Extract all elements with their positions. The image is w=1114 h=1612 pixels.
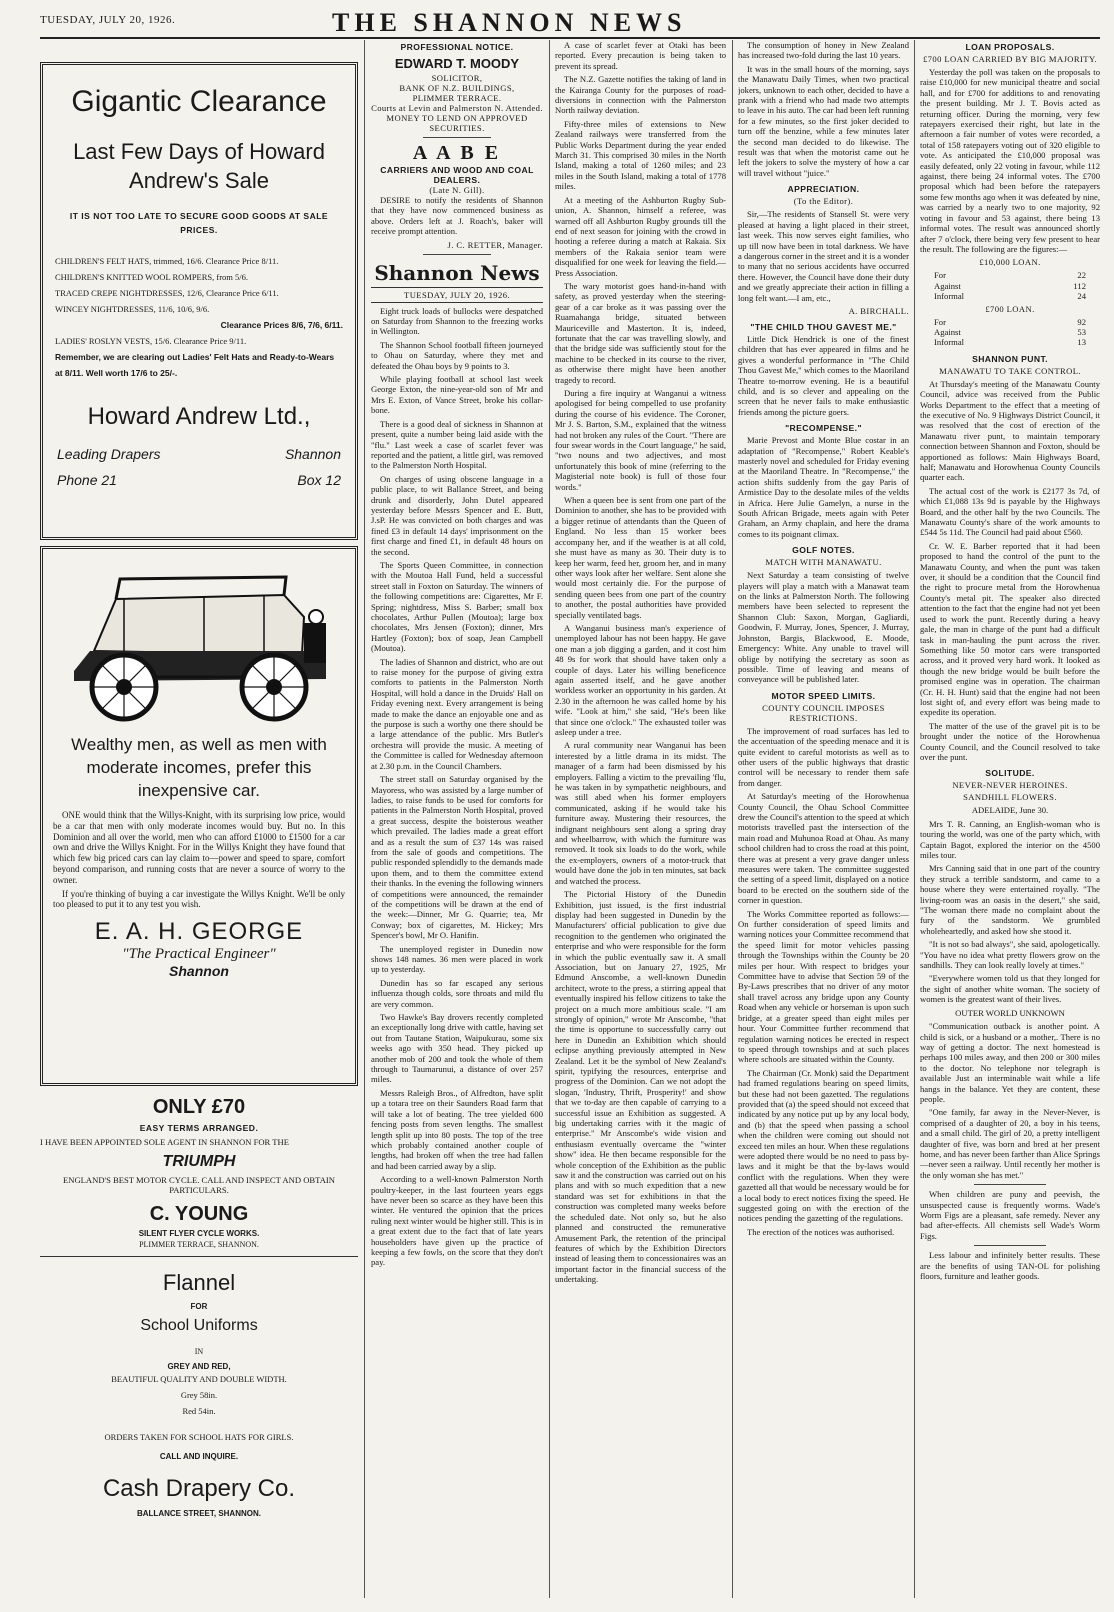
news-item: Eight truck loads of bullocks were despatched on Saturday from Shannon to the freezing works in Wellington.: [371, 305, 543, 337]
triumph-brand: TRIUMPH: [162, 1153, 236, 1170]
clearance-item: Clearance Prices 8/6, 7/6, 6/11.: [220, 320, 343, 330]
clearance-item: CHILDREN'S FELT HATS, trimmed, 16/6. Clearance Price 8/11.: [55, 256, 279, 266]
clearance-item: TRACED CREPE NIGHTDRESSES, 12/6, Clearance Price 6/11.: [55, 288, 279, 298]
vote-label: Informal: [934, 337, 965, 348]
recompense-heading: "RECOMPENSE.": [785, 423, 862, 434]
vote-label: Against: [934, 280, 961, 291]
appreciation-heading: APPRECIATION.: [787, 184, 860, 195]
punt-text: The matter of the use of the gravel pit is to be brought under the notice of the Horowhenua County Council, and the Council resolved to take over the punt.: [920, 720, 1100, 762]
aabe-name: A A B E: [412, 142, 502, 164]
flannel-sub: School Uniforms: [140, 1317, 258, 1334]
moody-name: EDWARD T. MOODY: [394, 56, 520, 71]
news-item: The Shannon School football fifteen journeyed to Ohau on Saturday, where they met and defeated the Ohau boys by 9 points to 3.: [371, 339, 543, 371]
news-item: The ladies of Shannon and district, who are out to raise money for the purpose of giving extra comforts to patients in the Palmerston North Hospital, will hold a dance in the Druids' Hall on Friday evening next. Every arrangement is being made to make the dance an enjoyable one and as the purpose is such a worthy one there should be a large attendance of the public. Mrs Butler's orchestra will provide the music. A meeting of the Committee is called for Wednesday afternoon at 2.30 p.m. in the Council Chambers.: [371, 656, 543, 771]
separator: [974, 1184, 1046, 1185]
aabe-line: CARRIERS AND WOOD AND COAL DEALERS.: [380, 165, 534, 185]
child-text: Little Dick Hendrick is one of the finest children that has ever appeared in films and he gives a wonderful performance in "The Child Thou Gavest Me," which comes to the Maoriland Theatre to-morrow evening. He is a beautiful child, and is so clever and appealing on the screen that he never fails to make enthusiastic friends among the picture goers.: [738, 333, 909, 417]
newspaper-title: THE SHANNON NEWS: [332, 8, 687, 37]
touring-car-illustration: [54, 559, 344, 727]
clearance-ad: [40, 62, 358, 540]
vote-count: 92: [1077, 316, 1086, 327]
news-item: The Sports Queen Committee, in connection with the Moutoa Hall Fund, held a successful street stall in Foxton on Saturday. The winners of the following competitions are: Cigarettes, Mr F. Spring; nightdress, Miss S. Barber; small box chocolates, Arthur Pullen (Moutoa); large box chocolates, Mrs Jensen (Foxton); dinner, Mrs Hartley (Foxton); box of soap, Jean Campbell (Moutoa).: [371, 559, 543, 654]
column-5: [920, 40, 1100, 1598]
clearance-item: Remember, we are clearing out Ladies' Felt Hats and Ready-to-Wears at 8/11. Well worth 17/6 to 25/-.: [55, 352, 335, 378]
professional-notice-heading: PROFESSIONAL NOTICE.: [400, 42, 514, 52]
triumph-works: SILENT FLYER CYCLE WORKS.: [138, 1229, 260, 1238]
solitude-sub: NEVER-NEVER HEROINES.: [952, 780, 1068, 791]
vote-row: [920, 270, 1100, 280]
news-item: Dunedin has so far escaped any serious influenza though colds, sore throats and mild flu are very common.: [371, 977, 543, 1009]
flannel-ad: [40, 1270, 358, 1590]
section-divider: [40, 1256, 358, 1257]
loan-2-heading: £700 LOAN.: [985, 303, 1035, 314]
solitude-text: "One family, far away in the Never-Never, is comprised of a daughter of 20, a boy in his teens, and a small child. The girl of 20, a pretty intelligent daughter of five, was born and bred at her present home, and has never been farther than Alice Springs —never seen a railway. Until recently her mother is the only woman she has met.": [920, 1107, 1100, 1180]
flannel-orders: ORDERS TAKEN FOR SCHOOL HATS FOR GIRLS.: [104, 1432, 294, 1442]
moody-line: MONEY TO LEND ON APPROVED SECURITIES.: [386, 113, 528, 133]
triumph-line2: ENGLAND'S BEST MOTOR CYCLE. CALL AND INSPECT AND OBTAIN PARTICULARS.: [63, 1175, 335, 1195]
vote-label: Informal: [934, 291, 965, 302]
column-rule: [732, 40, 733, 1598]
news-item: Fifty-three miles of extensions to New Zealand railways were transferred from the Public Works Department during the year ended March 31. This comprised 30 miles in the North Island, making a total of 1260 miles; and 23 miles in the South Island, making a total of 1778 miles.: [555, 118, 726, 192]
loan-text: Yesterday the poll was taken on the proposals to raise £10,000 for new municipal theatre and social hall, and for £700 for additions to and renovating the present building. Mr J. T. Bovis acted as returning officer. During the morning, very few ratepayers exercised their right, but late in the afternoon a fair number of votes were recorded, a total of 158 ratepayers voting out of 320 eligible to vote. As anticipated the £10,000 proposal was easily defeated, only 22 voting in favour, while 112 against, there being 24 informal votes. The £700 proposal which had been before the ratepayers some few months ago when it was defeated by nine, was carried by a nearly two to one majority, 92 voting in favour and 53 against, there being 13 informal votes. The result was announced shortly after 7 o'clock, there being very few present to hear the result. The following are the figures:—: [920, 67, 1100, 254]
flannel-for: FOR: [190, 1302, 208, 1311]
column-rule: [914, 40, 915, 1598]
golf-text: Next Saturday a team consisting of twelve players will play a match with a Manawat team on the links at Palmerston North. The following members have been selected to represent the Shannon Club: Saxon, Morgan, Gagliardi, Goodwin, F. Murray, Jones, Spencer, J. Murray, Johnston, Bargis, Blackwood, E. Moode, Emergency: White. Any unable to travel will oblige by notifying the secretary as soon as possible. Time of leaving and means of conveyance will be published later.: [738, 570, 909, 685]
clearance-items: [55, 253, 343, 381]
banner-date: TUESDAY, JULY 20, 1926.: [371, 287, 543, 303]
triumph-ad: [40, 1096, 358, 1249]
motor-text: The erection of the notices was authorised.: [747, 1226, 895, 1237]
motor-heading: MOTOR SPEED LIMITS.: [771, 690, 876, 701]
flannel-quality: BEAUTIFUL QUALITY AND DOUBLE WIDTH.: [111, 1374, 287, 1384]
separator: [974, 1245, 1046, 1246]
news-item: A case of scarlet fever at Otaki has been reported. Every precaution is being taken to prevent its spread.: [555, 40, 726, 71]
news-item: There is a good deal of sickness in Shannon at present, quite a number being laid aside with the "flu." Last week a case of scarlet fever was reported and the patient, a little girl, was removed to the Palmerston North Hospital.: [371, 418, 543, 471]
clearance-notice: IT IS NOT TOO LATE TO SECURE GOOD GOODS AT SALE PRICES.: [69, 211, 329, 235]
solitude-dateline: ADELAIDE, June 30.: [971, 805, 1049, 816]
aabe-body: DESIRE to notify the residents of Shannon that they have now commenced business as above. Orders left at J. Roach's, baker will receive prompt attention.: [371, 195, 543, 237]
vote-label: Against: [934, 326, 961, 337]
flannel-in: IN: [194, 1347, 204, 1356]
motor-text: The Chairman (Cr. Monk) said the Department had framed regulations bearing on speed limits, but these had not been gazetted. The regulations provided that (a) the speed should not exceed that indicated by any notice put up by any local body, and (b) that the speed when passing a school when the children were coming out should not exceed ten miles an hour. When these regulations were adopted there would be no need to pass by-laws and it might be that the by-laws would conflict with the regulations. When they were gazetted all that would be necessary would be for a local body to erect notices fixing the speed. He suggested going on with the erection of the notices pending the gazetting of the regulations.: [738, 1067, 909, 1224]
car-headline: Wealthy men, as well as men with moderate incomes, prefer this inexpensive car.: [71, 735, 327, 800]
vote-count: 24: [1077, 291, 1086, 302]
punt-text: At Thursday's meeting of the Manawatu County Council, advice was received from the Public Works Department to the effect that a meeting of the executive of No. 9 Highways District Council, it was resolved that the cost of erection of the Manawatu river punt, to maintain temporary connection between Shannon and Foxton, should be apportioned as follows: Main Highways Board, half; Manawatu and Horowhenua County Councils quarter each.: [920, 378, 1100, 483]
triumph-terms: EASY TERMS ARRANGED.: [139, 1123, 259, 1133]
shannon-news-banner: Shannon News: [374, 260, 540, 285]
punt-text: The actual cost of the work is £2177 3s 7d, of which £1,088 13s 9d is payable by the Highways Board, and the other half by the two Councils. The Manawatu County's share of the work amounts to £544 5s 11d. The Council had paid about £560.: [920, 485, 1100, 538]
car-firm: E. A. H. GEORGE: [94, 918, 304, 946]
news-item: Two Hawke's Bay drovers recently completed an exceptionally long drive with cattle, having set out from Tautane Station, Waipukurau, some six weeks ago with 350 head. They picked up another mob of 200 and took the whole of them through to Taumarunui, a distance of over 257 miles.: [371, 1012, 543, 1085]
vote-count: 13: [1077, 337, 1086, 348]
clearance-right-line: Shannon: [284, 446, 341, 462]
flannel-firm: Cash Drapery Co.: [102, 1475, 296, 1502]
triumph-line: I HAVE BEEN APPOINTED SOLE AGENT IN SHANNON FOR THE: [40, 1137, 289, 1147]
car-ad: [40, 546, 358, 1086]
news-item: At a meeting of the Ashburton Rugby Sub-union, A. Shannon, himself a referee, was warned off all Ashburton Rugby grounds till the end of next season for joining with the crowd in hooting a referee during a match at Rakaia. Six members of the Rakaia senior team were disqualified for one week for leaving the field.—Press Association.: [555, 194, 726, 278]
column-4: [738, 40, 909, 1598]
vote-count: 53: [1077, 326, 1086, 337]
flannel-red: Red 54in.: [182, 1406, 216, 1416]
motor-text: The Works Committee reported as follows:—On further consideration of speed limits and warning notices your Committee recommend that the speed limit for motor vehicles passing through the Townships within the County be 20 miles per hour. With respect to bridges your Committee have to advise that Section 59 of the By-Laws prescribes that no driver of any motor shall travel across any bridge upon any County Road when any vehicle or horseman is upon such bridge, at a greater speed than eight miles per hour. Your Committee further recommend that regulation warning notices be erected in respect to speed through townships and at such places where schools are situated within the County.: [738, 908, 909, 1065]
separator: [423, 137, 492, 138]
punt-heading: SHANNON PUNT.: [972, 353, 1048, 364]
tanol-ad: Less labour and infinitely better results. These are the benefits of using TAN-OL for polishing floors, furniture and leather goods.: [920, 1250, 1100, 1282]
appreciation-sub: (To the Editor).: [793, 196, 854, 207]
child-heading: "THE CHILD THOU GAVEST ME.": [750, 321, 897, 332]
loan-1-heading: £10,000 LOAN.: [979, 257, 1041, 268]
news-item: The N.Z. Gazette notifies the taking of land in the Kairanga County for the purposes of road-diversions in connection with the Palmerston North railway deviation.: [555, 74, 726, 116]
solitude-subhead: OUTER WORLD UNKNOWN: [955, 1007, 1065, 1018]
news-item: It was in the small hours of the morning, says the Manawatu Daily Times, when two practical jokers, unknown to each other, decided to have a prank with a friend who had made two attempts to leave in his auto. The car had been left running for a few minutes, so the first joker decided to turn off the benzine, while a few minutes later the second man decided to do likewise. The result was that when the motorist came out he left the jokers to solve the mystery of how a car will travel without "juice.": [738, 63, 909, 178]
triumph-price: ONLY £70: [152, 1096, 246, 1118]
vote-row: [920, 317, 1100, 327]
column-rule: [364, 40, 365, 1598]
news-item: According to a well-known Palmerston North poultry-keeper, in the last fourteen years eggs have never been so scarce as they have been this winter. He ventured the opinion that the prices ruling next winter would be higher still. This is in a great extent due to the fact that of late years householders have given up the practice of keeping a few fowls, on the score that they don't pay.: [371, 1174, 543, 1268]
punt-text: Cr. W. E. Barber reported that it had been proposed to hand the control of the punt to the Manawatu County, and when the punt was taken over, it should be a condition that the Council find the right to procure metal from the Horowhenua County's metal pit. The speaker also directed attention to the fact that the engine had not yet been used to work the punt. Recently during a heavy gale, the man in charge of the punt had a difficult task in man-hauling the punt across the river. Something like 50 motor cars were transported across, and it proved very hard work. It looked as though the new bridge would be built before the promised engine was in operation. The chairman (Cr. H. H. Hunt) said that the engine had not been lost sight of, and every effort was being made to expedite its operation.: [920, 540, 1100, 718]
news-item: Messrs Raleigh Bros., of Alfredton, have split up a totara tree on their Saunders Road farm that will take a lot of beating. The tree yielded 600 fencing posts from seven lengths. The smallest length split up into 80 posts. The top of the tree which probably contained another couple of lengths, had broken off when the tree had fallen and had been carried away by a slip.: [371, 1087, 543, 1171]
solitude-sub: SANDHILL FLOWERS.: [963, 792, 1057, 803]
vote-label: For: [934, 316, 946, 327]
vote-row: [920, 281, 1100, 291]
clearance-left-line: Phone 21: [57, 472, 117, 488]
solitude-text: "Communication outback is another point. A child is sick, or a husband or a mother,. There is no way of getting a doctor. The next homestead is perhaps 100 miles away, and then 200 or 300 miles to the doctor. No telephone nor telegraph is available Just an interminable wait while a life hangs in the balance. Yet they are content, these people.: [920, 1021, 1100, 1104]
aabe-sign: J. C. RETTER, Manager.: [447, 239, 543, 250]
column-rule: [549, 40, 550, 1598]
clearance-item: WINCEY NIGHTDRESSES, 11/6, 10/6, 9/6.: [55, 304, 210, 314]
masthead: [40, 8, 1100, 36]
vote-count: 22: [1077, 270, 1086, 281]
car-tag: "The Practical Engineer": [122, 946, 276, 963]
clearance-title: Gigantic Clearance: [71, 85, 327, 118]
moody-line: SOLICITOR,: [431, 73, 483, 83]
solitude-text: Mrs T. R. Canning, an English-woman who is touring the world, was one of the party which, with Captain Bagot, explored the interior on the 4500 miles tour.: [920, 818, 1100, 860]
news-item: When a queen bee is sent from one part of the Dominion to another, she has to be provided with a bigger retinue of attendants than the Queen of England. No less than 15 worker bees accompany her, and if the weather is at all cold, she must have as many as 30. Their duty is to keep her warm, feed her, groom her, and in many other ways look after her welfare. Sent alone she would most certainly die. For the purpose of sending queen bees from one part of the country to another, the postal authorities have provided specially ventilated bags.: [555, 495, 726, 620]
clearance-firm: Howard Andrew Ltd.,: [87, 403, 311, 430]
triumph-firm: C. YOUNG: [149, 1203, 249, 1225]
car-town: Shannon: [169, 963, 229, 980]
motor-sub: COUNTY COUNCIL IMPOSES RESTRICTIONS.: [762, 702, 885, 723]
issue-date: TUESDAY, JULY 20, 1926.: [40, 14, 176, 26]
news-item: A rural community near Wanganui has been interested by a little drama in its midst. The manager of a farm had been dismissed by his employers. Falling a victim to the prevailing 'flu, he was taken in by sympathetic neighbours, and was still abed when his former employers communicated, asking if he would take his furniture away. Mustering their resources, the indignant neighbours sent along a spring dray and wheelbarrow, with which the furniture was removed. It took six loads to do the work, while the ex-employers, owners of a motor-truck that would have done the job in ten minutes, sat back and watched the process.: [555, 740, 726, 886]
clearance-subtitle: Last Few Days of Howard Andrew's Sale: [73, 139, 325, 193]
news-item: During a fire inquiry at Wanganui a witness apologised for being compelled to use profanity during the course of his evidence. The Coroner, Mr J. S. Barton, S.M., explained that the witness had not broken any rules of the Court. "There are four swear words in the Court language," he said, "two nouns and two adjectives, and most unfortunately this book of mine (referring to the Magisterial note book) is full of those four words.": [555, 388, 726, 492]
golf-sub: MATCH WITH MANAWATU.: [765, 557, 882, 568]
news-item: The consumption of honey in New Zealand has increased two-fold during the last 10 years.: [738, 40, 909, 61]
car-body: ONE would think that the Willys-Knight, with its surprising low price, would be a car that men with only moderate incomes would buy. But no. In this Dominion and all over the world, men who can afford £1000 to £1500 for a car own and drive the Willys Knight. For in the Willys Knight they have found that which few big priced cars can lay claim to—power and speed to spare, comfort beyond comparison, and running costs that are never a source of worry to the owner.: [53, 810, 345, 885]
clearance-item: LADIES' ROSLYN VESTS, 15/6. Clearance Price 9/11.: [55, 336, 247, 346]
clearance-details: [55, 441, 343, 493]
vote-label: For: [934, 270, 946, 281]
news-item: A Wanganui business man's experience of unemployed labour has not been happy. He gave one man a job digging a garden, and it cost him 48 9s for work that should have taken only a couple of days. Later his willing beneficence again asserted itself, and he gave another workless worker an opportunity in his garden. At 2.30 in the afternoon he was called home by his wife. "Look at him," she said, "He's been like that since one o'clock." The exhausted toiler was asleep under a tree.: [555, 622, 726, 737]
solitude-text: Mrs Canning said that in one part of the country they struck a terrible sandstorm, and came to a house where they were entertained royally. "The living-room was an oasis in the desert," she said, "The woman there made no complaint about the fury of the sandstorm. We grumbled wholeheartedly, and asked how she stood it.: [920, 863, 1100, 936]
clearance-item: CHILDREN'S KNITTED WOOL ROMPERS, from 5/6.: [55, 272, 249, 282]
column-3: [555, 40, 726, 1598]
flannel-grey: Grey 58in.: [180, 1390, 218, 1400]
news-item: The street stall on Saturday organised by the Mayoress, who was assisted by a large number of ladies, to raise funds to be used for comforts for patients in the Palmerston North Hospital, proved a great success, despite the boisterous weather which prevailed. The ladies made a great effort and as a result the sum of £37 14s was raised from the sale of goods and competitions. The public responded splendidly to the demands made upon them, and to them the committee extend their thanks. In the evening the following winners of competitions were announced, the remainder of the competitions will be drawn at the end of the week:—Dinner, Mr G. Quarrie; tea, Mr Conway; box of cigarettes, M. Hickey; Mrs Spencer's bowl, Mr O. Hanifin.: [371, 774, 543, 941]
vote-row: [920, 291, 1100, 301]
moody-line: PLIMMER TERRACE.: [412, 93, 502, 103]
flannel-call: CALL AND INQUIRE.: [159, 1452, 239, 1461]
punt-sub: MANAWATU TO TAKE CONTROL.: [939, 365, 1081, 376]
solitude-heading: SOLITUDE.: [985, 768, 1035, 779]
flannel-title: Flannel: [162, 1270, 236, 1295]
car-body: If you're thinking of buying a car investigate the Willys Knight. We'll be only too pleased to put it to any test you wish.: [53, 888, 345, 910]
column-2: [371, 40, 543, 1598]
masthead-rule: [40, 37, 1100, 39]
vote-row: [920, 327, 1100, 337]
aabe-line: (Late N. Gill).: [429, 185, 485, 195]
triumph-addr: PLIMMER TERRACE, SHANNON.: [139, 1240, 259, 1249]
separator: [423, 254, 492, 255]
moody-line: Courts at Levin and Palmerston N. Attended.: [371, 103, 543, 113]
loan-heading: LOAN PROPOSALS.: [965, 42, 1055, 52]
loan-sub: £700 LOAN CARRIED BY BIG MAJORITY.: [922, 54, 1098, 64]
news-item: The unemployed register in Dunedin now shows 148 names. 36 men were placed in work up to yesterday.: [371, 943, 543, 975]
appreciation-letter: Sir,—The residents of Stansell St. were very pleased at having a light placed in their street, last week. This now serves eight families, who up till now have been in total darkness. We have a dangerous corner in the street and it is a wonder to many that no serious accidents have occurred there. However, the Council have done their duty and we greatly appreciate their action in filling a long felt want.—I am, etc.,: [738, 209, 909, 303]
worm-figs-ad: When children are puny and peevish, the unsuspected cause is frequently worms. Wade's Worm Figs are a pleasant, safe remedy. Never any bad after-effects. All chemists sell Wade's Worm Figs.: [920, 1189, 1100, 1241]
news-item: On charges of using obscene language in a public place, to wit Ballance Street, and being drunk and disorderly, John Dutel appeared yesterday before Messrs Spencer and E. Butt, J.sP. He was convicted on both charges and was fined £3 in default 14 days' imprisonment on the first charge and fined £1, in default 48 hours on the second.: [371, 473, 543, 557]
solitude-text: "Everywhere women told us that they longed for the sight of another white woman. The society of women is the greatest want of their lives.: [920, 973, 1100, 1005]
vote-count: 112: [1073, 280, 1086, 291]
news-item: While playing football at school last week George Exton, the nine-year-old son of Mr and Mrs E. Exton, of Vance Street, broke his collar-bone.: [371, 374, 543, 416]
moody-line: BANK OF N.Z. BUILDINGS,: [399, 83, 515, 93]
clearance-left-line: Leading Drapers: [57, 446, 161, 462]
news-item: The wary motorist goes hand-in-hand with safety, as proved yesterday when the steering-gear of a car broke as it was passing over the Ruamahanga bridge, situated between Mauriceville and Masterton. It is, indeed, fortunate that the car was travelling slowly, and that the bridge side was sufficiently stout for the machine to be checked in its course to the river, as otherwise there might have been another tragedy to record.: [555, 280, 726, 385]
motor-text: At Saturday's meeting of the Horowhenua County Council, the Ohau School Committee drew the Council's attention to the speed at which motorists travelled past the intersection of the main road and Muhunoa Road at Ohau. As many school children had to cross the road at this point, there was at present a very grave danger unless measures were taken. The committee suggested the setting of a speed limit, displayed on a notice board to be erected on the southern side of the corner in question.: [738, 791, 909, 906]
flannel-addr: BALLANCE STREET, SHANNON.: [136, 1509, 261, 1518]
clearance-right-line: Box 12: [297, 472, 341, 488]
appreciation-sign: A. BIRCHALL.: [848, 305, 909, 316]
recompense-text: Marie Prevost and Monte Blue costar in an adaptation of "Recompense," Robert Keable's masterly novel and scheduled for Friday evening at the Maoriland Theatre. In "Recompense," the action shifts suddenly from the gay Paris of Armistice Day to the desolate miles of the veldts in Africa. Here Julie Gamelyn, a nurse in the South African Brigade, meets again with Peter Graham, an Army chaplain, and here the drama comes to its poignant climax.: [738, 435, 909, 539]
flannel-colors: GREY AND RED,: [167, 1362, 231, 1371]
news-item: The Pictorial History of the Dunedin Exhibition, just issued, is the first industrial display had been suggested in Dunedin by the Manufacturers' official publication to give due recognition to the gentlemen who originated the enterprise and who were responsible for the form in which the public eventually saw it. A small Association, but on January 27, 1925, Mr Edmund Anscombe, a well-known Dunedin architect, wrote to the press, a stirring appeal that eventually inspired his fellow citizens to take the project on a much more ambitious scale. "I am strongly of opinion," wrote Mr Anscombe, "that the time is opportune to successfully carry out here in Dunedin an Exhibition which should eclipse anything previously attempted in New Zealand. Let it be the symbol of New Zealand's spirit, typifying the resources, enterprise and progress of the Dominion. Can we not adopt the slogan, 'Industry, Thrift, Prosperity!' and show that we to-day are then capable of carrying to a successful issue an Exhibition as suggested. A big undertaking carries with it the magic of enterprise." Mr Anscombe's wide vision and enthusiasm eventually overcame the "winter show" idea. He then became responsible for the whole conception of the Exhibition as the public saw it and the construction was carried out on his plans and with so much expedition that a new standard was set for exhibitions in that the construction was completed many weeks before the scheduled date. Not only so, but he also planned and constructed the remunerative Amusement Park, the retention of the principal features of which by the Exhibition Directors instead of leasing them to concessionaires was an important factor in the financial success of the undertaking.: [555, 889, 726, 1285]
motor-text: The improvement of road surfaces has led to the accentuation of the speeding menace and it is quite evident to careful motorists as well as to other users of the public highways that drastic control will be necessary to render them safe from danger.: [738, 725, 909, 788]
golf-heading: GOLF NOTES.: [792, 545, 855, 556]
vote-row: [920, 337, 1100, 347]
solitude-text: "It is not so bad always", she said, apologetically. "You have no idea what pretty flowers grow on the sandhills. They can look really lovely at times.": [920, 939, 1100, 971]
